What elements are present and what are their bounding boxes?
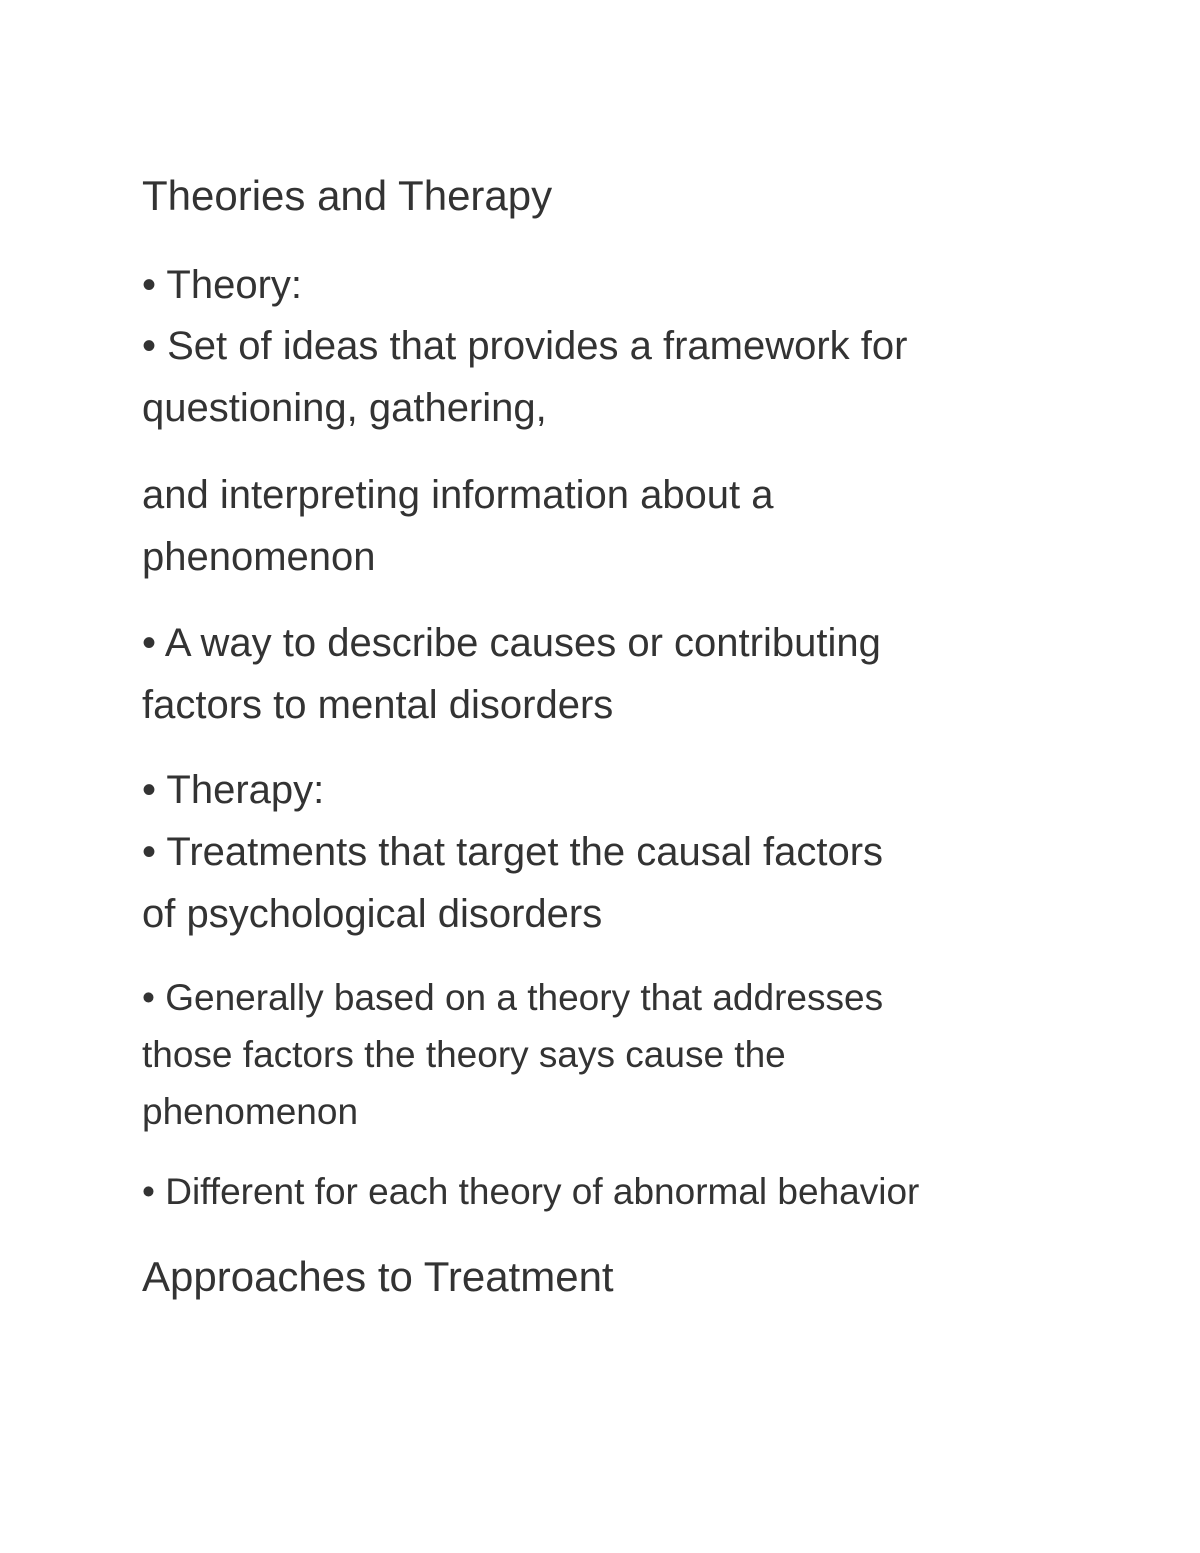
bullet-therapy-different: • Different for each theory of abnormal behavior xyxy=(142,1171,920,1212)
bullet-therapy-label: • Therapy: xyxy=(142,768,325,812)
theory-definition-line-2: questioning, gathering, xyxy=(142,386,547,430)
therapy-definition-line-2: of psychological disorders xyxy=(142,892,603,936)
therapy-basis-line-2: those factors the theory says cause the xyxy=(142,1034,786,1075)
bullet-theory-definition-line-1: • Set of ideas that provides a framework for xyxy=(142,324,908,368)
bullet-therapy-definition-line-1: • Treatments that target the causal factors xyxy=(142,830,884,874)
theory-description-line-2: factors to mental disorders xyxy=(142,683,614,727)
theory-definition-line-3: and interpreting information about a xyxy=(142,473,774,517)
heading-approaches-to-treatment: Approaches to Treatment xyxy=(142,1253,614,1300)
bullet-therapy-basis-line-1: • Generally based on a theory that addresses xyxy=(142,977,884,1018)
theory-definition-line-4: phenomenon xyxy=(142,535,376,579)
heading-theories-and-therapy: Theories and Therapy xyxy=(142,172,553,219)
therapy-basis-line-3: phenomenon xyxy=(142,1091,359,1132)
bullet-theory-label: • Theory: xyxy=(142,263,302,307)
bullet-theory-description-line-1: • A way to describe causes or contributing xyxy=(142,621,881,665)
